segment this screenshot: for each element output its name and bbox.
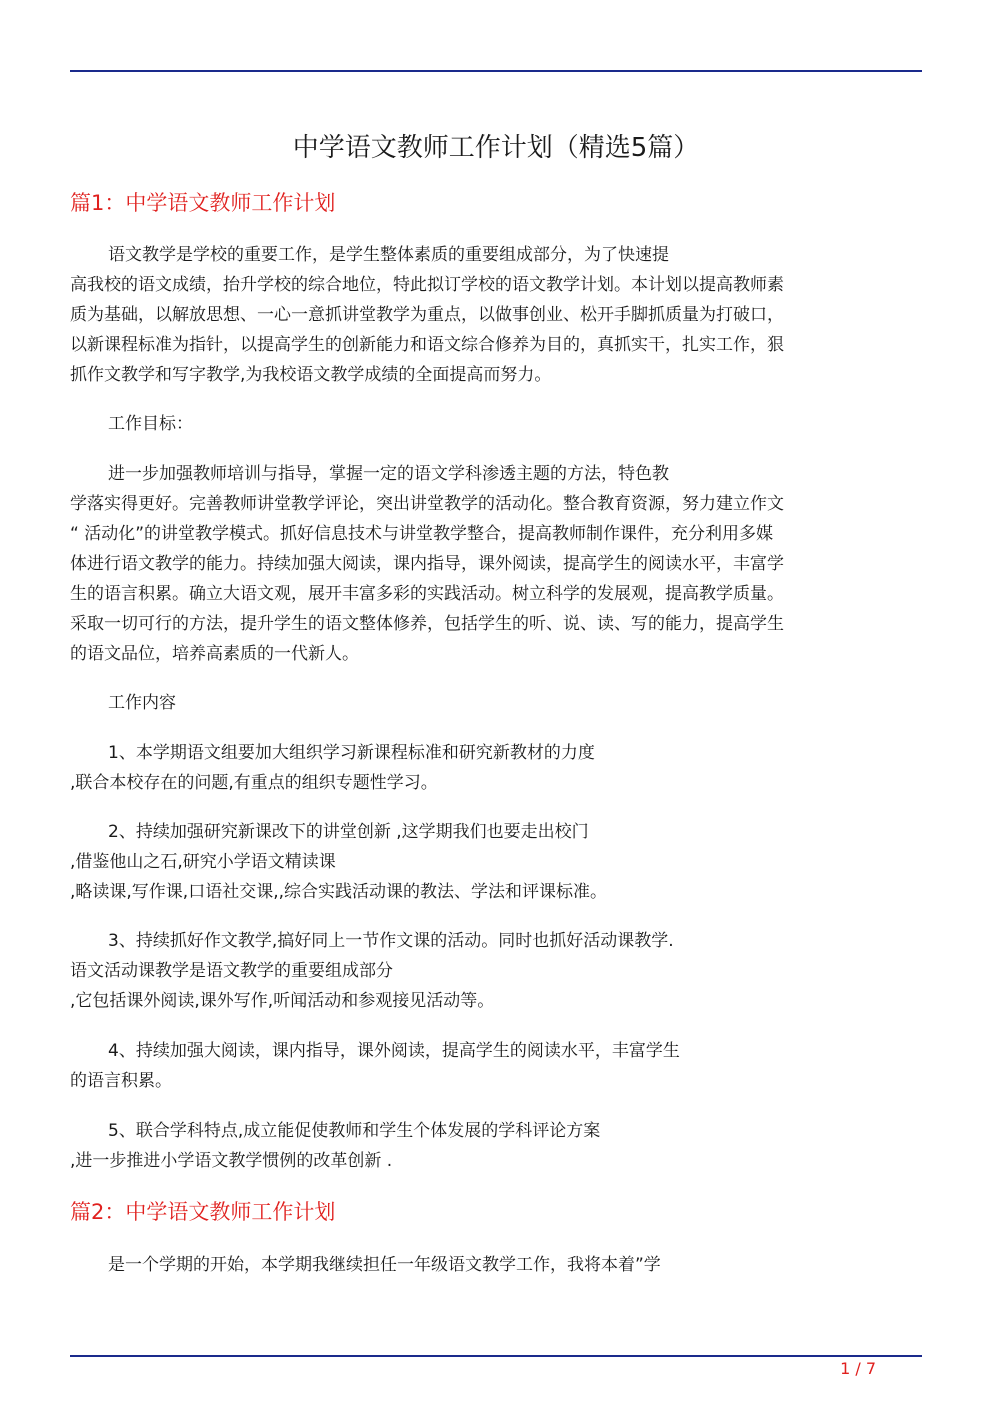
paragraph-section2-intro: 是一个学期的开始，本学期我继续担任一年级语文教学工作，我将本着”学 <box>108 1255 661 1275</box>
list-item-2: 2、持续加强研究新课改下的讲堂创新 ,这学期我们也要走出校门 ,借鉴他山之石,研究小学语文精读课 ,略读课,写作课,口语社交课,,综合实践活动课的教法、学法和评课标准。 <box>70 822 608 902</box>
paragraph-goals-heading: 工作目标： <box>108 414 193 434</box>
section-heading-1: 篇1：中学语文教师工作计划 <box>70 191 336 215</box>
list-item-5: 5、联合学科特点,成立能促使教师和学生个体发展的学科评论方案 ,进一步推进小学语文教学惯例的改革创新 . <box>70 1121 601 1171</box>
list-item-1: 1、本学期语文组要加大组织学习新课程标准和研究新教材的力度 ,联合本校存在的问题,有重点的组织专题性学习。 <box>70 743 595 793</box>
header-rule <box>70 70 922 72</box>
paragraph-content-heading: 工作内容 <box>108 693 176 713</box>
footer-rule <box>70 1355 922 1357</box>
document-title: 中学语文教师工作计划（精选5篇） <box>292 133 700 163</box>
page-number: 1 / 7 <box>840 1359 876 1378</box>
section-heading-2: 篇2：中学语文教师工作计划 <box>70 1200 336 1224</box>
paragraph-goals: 进一步加强教师培训与指导，掌握一定的语文学科渗透主题的方法，特色教 学落实得更好。完善教师讲堂教学评论，突出讲堂教学的活动化。整合教育资源，努力建立作文 “ 活动化”的讲堂教学模式。抓好信息技术与讲堂教学整合，提高教师制作课件，充分利用多媒 体进行语文教学的能力。持续加强大阅读，课内指导，课外阅读，提高学生的阅读水平，丰富学 生的语言积累。确立大语文观，展开丰富多彩的实践活动。树立科学的发展观，提高教学质量。 采取一切可行的方法，提升学生的语文整体修养，包括学生的听、说、读、写的能力，提高学生 的语文品位，培养高素质的一代新人。 <box>70 464 784 664</box>
list-item-3: 3、持续抓好作文教学,搞好同上一节作文课的活动。同时也抓好活动课教学. 语文活动课教学是语文教学的重要组成部分 ,它包括课外阅读,课外写作,听闻活动和参观接见活动等。 <box>70 931 674 1011</box>
list-item-4: 4、持续加强大阅读，课内指导，课外阅读，提高学生的阅读水平，丰富学生 的语言积累。 <box>70 1041 680 1091</box>
paragraph-intro: 语文教学是学校的重要工作，是学生整体素质的重要组成部分，为了快速提 高我校的语文成绩，抬升学校的综合地位，特此拟订学校的语文教学计划。本计划以提高教师素 质为基础，以解放思想、一心一意抓讲堂教学为重点，以做事创业、松开手脚抓质量为打破口， 以新课程标准为指针，以提高学生的创新能力和语文综合修养为目的，真抓实干，扎实工作，狠 抓作文教学和写字教学,为我校语文教学成绩的全面提高而努力。 <box>70 245 784 385</box>
